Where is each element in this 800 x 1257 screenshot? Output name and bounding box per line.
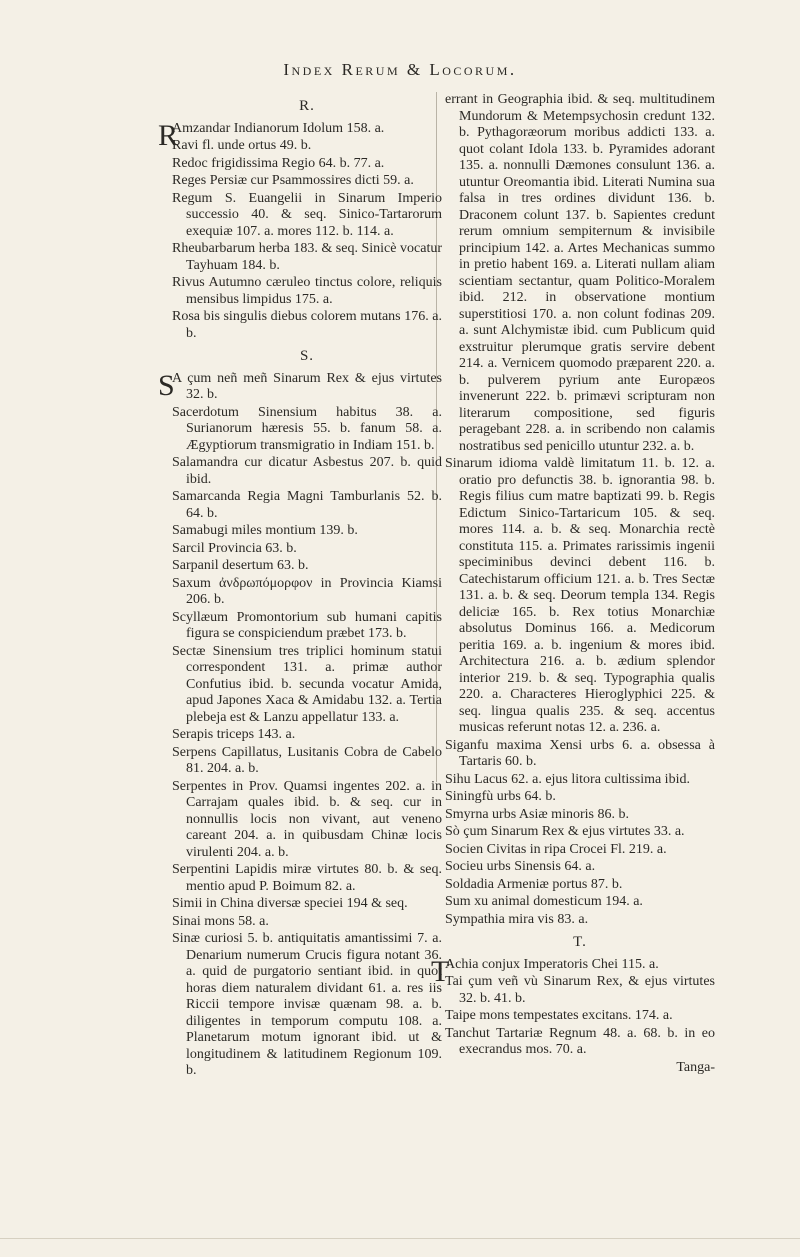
index-entry: Tai çum veñ vù Sinarum Rex, & ejus virtutes 32. b. 41. b. [445, 974, 715, 1006]
index-entry: Sinai mons 58. a. [172, 913, 269, 929]
index-entry: Sympathia mira vis 83. a. [445, 911, 589, 927]
dropcap-s: S [158, 368, 175, 402]
page-bottom-edge [0, 1238, 800, 1239]
index-entry: Serpens Capillatus, Lusitanis Cobra de Cabelo 81. 204. a. b. [172, 744, 442, 776]
index-entry: Socien Civitas in ripa Crocei Fl. 219. a. [445, 841, 667, 857]
dropcap-r: R [158, 118, 179, 152]
index-entry: Ravi fl. unde ortus 49. b. [172, 138, 312, 153]
index-entry: Smyrna urbs Asiæ minoris 86. b. [445, 806, 629, 822]
index-entry: Serpentes in Prov. Quamsi ingentes 202. a. in Carrajam quales ibid. b. & seq. cur in nonnullis locis non vivant, aut veneno careant 204. a. in quibusdam Chinæ locis virulenti 204. a. b. [172, 778, 442, 860]
index-entry: Sectæ Sinensium tres triplici hominum statui correspondent 131. a. primæ author Confutius ibid. b. secunda vocatur Amida, apud Japones Xaca & Amidabu 132. a. Tertia plebeja est & Lanzu appellatur 133. a. [172, 643, 442, 725]
index-entry: Serpentini Lapidis miræ virtutes 80. b. & seq. mentio apud P. Boimum 82. a. [172, 862, 442, 894]
index-entry: Soldadia Armeniæ portus 87. b. [445, 876, 623, 892]
index-entry: S A çum neñ meñ Sinarum Rex & ejus virtutes 32. b. [158, 368, 442, 402]
index-entry: Salamandra cur dicatur Asbestus 207. b. quid ibid. [172, 455, 442, 487]
index-entry: Sarpanil desertum 63. b. [172, 558, 309, 573]
index-entry: Reges Persiæ cur Psammossires dicti 59. a. [172, 173, 414, 188]
index-entry: R Amzandar Indianorum Idolum 158. a. [158, 118, 385, 152]
index-entry: Taipe mons tempestates excitans. 174. a. [445, 1008, 673, 1023]
index-entry: Tanchut Tartariæ Regnum 48. a. 68. b. in eo execrandus mos. 70. a. [445, 1025, 715, 1057]
page-header: Index Rerum & Locorum. [283, 60, 517, 79]
index-entry: Samabugi miles montium 139. b. [172, 523, 358, 538]
right-column [431, 92, 715, 1077]
section-letter-t: T. [573, 934, 587, 950]
index-entry: Scyllæum Promontorium sub humani capitis figura se conspiciendum præbet 173. b. [172, 609, 442, 641]
left-column [158, 92, 442, 1081]
index-entry: Serapis triceps 143. a. [172, 727, 296, 742]
index-entry: Rheubarbarum herba 183. & seq. Sinicè vocatur Tayhuam 184. b. [172, 241, 442, 273]
index-entry: Sinæ curiosi 5. b. antiquitatis amantissimi 7. a. Denarium numerum Crucis figura notant 36. a. quid de purgatorio sentiant ibid. in quot horas diem naturalem dividant 61. a. res iis Riccii tempore invisæ quænam 98. a. b. diligentes in temporum computu 108. a. Planetarum motum ignorant ibid. ut & longitudinem & latitudinem Regionum 109. b. [172, 931, 442, 1078]
index-entry: Rosa bis singulis diebus colorem mutans 176. a. b. [172, 309, 442, 341]
index-entry: Siganfu maxima Xensi urbs 6. a. obsessa à Tartaris 60. b. [445, 737, 715, 769]
index-entry: Sò çum Sinarum Rex & ejus virtutes 33. a. [445, 824, 685, 839]
index-entry: Sum xu animal domesticum 194. a. [445, 894, 643, 909]
index-entry: Sihu Lacus 62. a. ejus litora cultissima ibid. [445, 771, 690, 787]
index-entry: Samarcanda Regia Magni Tamburlanis 52. b. 64. b. [172, 489, 442, 521]
index-entry: Socieu urbs Sinensis 64. a. [445, 859, 596, 874]
index-entry: Saxum ἀνδρωπόμορφον in Provincia Kiamsi 206. b. [172, 575, 442, 607]
index-entry: Sinarum idioma valdè limitatum 11. b. 12. a. oratio pro defunctis 38. b. ignorantia 98. b. Regis filius cum matre baptizati 99. b. Regis Edictum Sinico-Tartaricum 105. & seq. mores 114. a. b. & seq. Monarchia rectè constituta 115. a. Primates rarissimis ingenii speciminibus devinci debent 116. b. Catechistarum officium 121. a. b. Tres Sectæ 131. a. b. & seq. Deorum templa 134. Regis deliciæ 165. b. Rex totius Monarchiæ absolutus Dominus 166. a. Medicorum peritia 169. a. b. ingenium & mores ibid. Architectura 216. a. b. ædium splendor interior 219. b. & seq. Typographia qualis 220. a. Characteres Hieroglyphici 225. & seq. lingua qualis 235. & seq. accentus musicas referunt notas 12. a. 236. a. [445, 456, 715, 735]
catchword: Tanga- [676, 1059, 715, 1075]
index-entry: Redoc frigidissima Regio 64. b. 77. a. [172, 155, 385, 171]
section-letter-s: S. [299, 348, 315, 364]
index-entry: Sarcil Provincia 63. b. [172, 540, 297, 556]
index-entry: Siningfù urbs 64. b. [445, 789, 556, 804]
index-entry: Sacerdotum Sinensium habitus 38. a. Surianorum hæresis 55. b. fanum 58. a. Ægyptiorum transmigratio in Indiam 151. b. [172, 404, 442, 453]
index-entry: Rivus Autumno cæruleo tinctus colore, reliquis mensibus limpidus 175. a. [172, 275, 442, 307]
index-entry: Simii in China diversæ speciei 194 & seq. [172, 896, 408, 911]
index-entry: T Achia conjux Imperatoris Chei 115. a. [431, 954, 659, 988]
dropcap-t: T [431, 954, 450, 988]
section-letter-r: R. [299, 98, 315, 114]
index-entry: Regum S. Euangelii in Sinarum Imperio successio 40. & seq. Sinico-Tartarorum exequiæ 107. a. mores 112. b. 114. a. [172, 190, 442, 239]
index-entry: errant in Geographia ibid. & seq. multitudinem Mundorum & Metempsychosin credunt 132. b. Pythagoræorum moribus addicti 133. a. quot colant Idola 133. b. Pyramides adorant 135. a. nonnulli Dæmones consulunt 136. a. utuntur Oreomantia ibid. Literati Numina sua falsa in tres ordines dividunt 136. b. Draconem colunt 137. b. Sapientes credunt rerum omnium sempiternum & invisibile principium 142. a. Artes Mechanicas summo in pretio habent 169. a. Literati nullam aliam scientiam sectantur, quam Politico-Moralem ibid. 212. in observatione montium superstitiosi 170. a. non colunt fodinas 209. a. sunt Alchymistæ ibid. cum Publicum quid exstruitur plerumque gratis servire debent 214. a. Vernicem quomodo præparent 220. a. b. pulverem pyrium ante Europæos invenerunt 222. b. primævi scripturam non literarum compositione, sed figuris peragebant 228. a. in scribendo non calamis nostratibus sed penicillo utuntur 232. a. b. [445, 92, 715, 454]
